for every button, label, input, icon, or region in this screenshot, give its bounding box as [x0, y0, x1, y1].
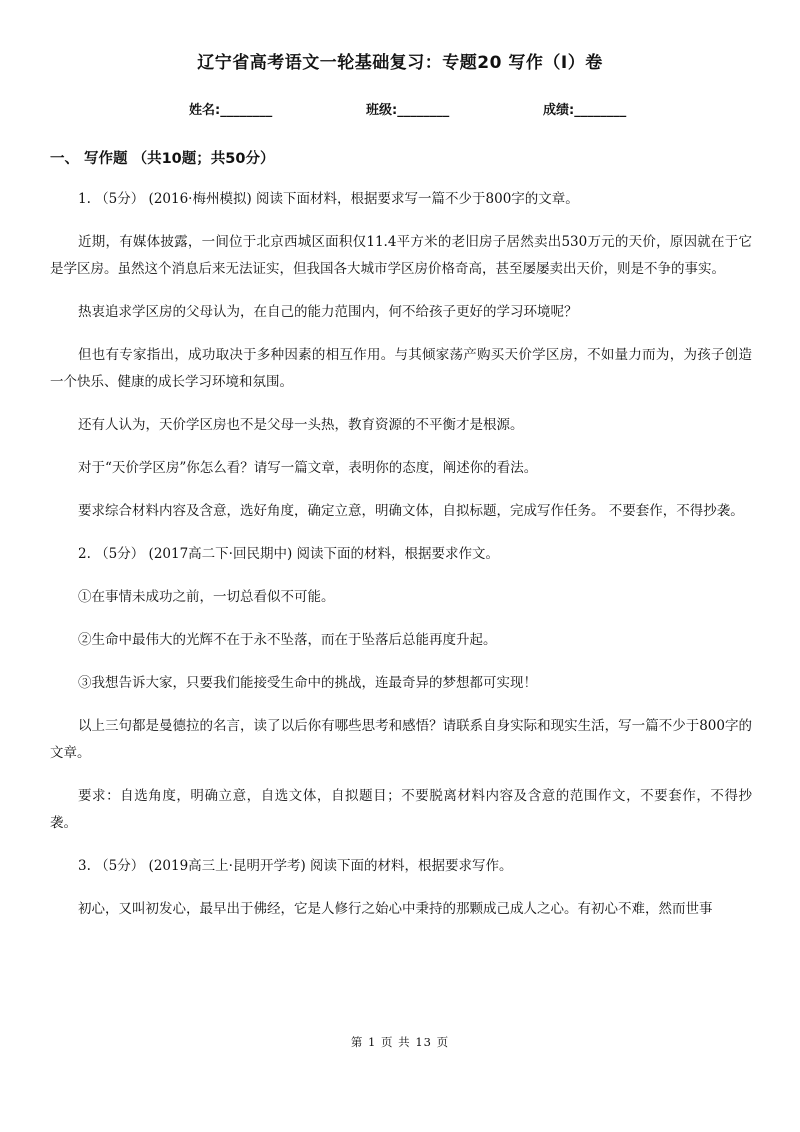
section-heading: 一、 写作题 （共10题；共50分）	[50, 151, 275, 167]
question-1-paragraph: 对于“天价学区房”你怎么看？请写一篇文章，表明你的态度，阐述你的看法。	[78, 460, 538, 476]
question-list	[50, 186, 752, 939]
question-1-paragraph: 但也有专家指出，成功取决于多种因素的相互作用。与其倾家荡产购买天价学区房，不如量力而为，为孩子创造一个快乐、健康的成长学习环境和氛围。	[50, 347, 752, 390]
student-info-row	[0, 99, 800, 119]
question-1-paragraph: 热衷追求学区房的父母认为，在自己的能力范围内，何不给孩子更好的学习环境呢？	[78, 304, 578, 320]
question-1-paragraph: 近期，有媒体披露，一间位于北京西城区面积仅11.4平方米的老旧房子居然卖出530万元的天价，原因就在于它是学区房。虽然这个消息后来无法证实，但我国各大城市学区房价格奇高，甚至屡屡卖出天价，则是不争的事实。	[50, 234, 752, 277]
question-2-quote: ①在事情未成功之前，一切总看似不可能。	[78, 589, 335, 605]
question-3-header: 3. （5分） (2019高三上·昆明开学考) 阅读下面的材料，根据要求写作。	[78, 858, 513, 874]
question-1-requirement: 要求综合材料内容及含意，选好角度，确定立意，明确文体，自拟标题，完成写作任务。 不要套作，不得抄袭。	[78, 503, 744, 519]
document-title: 辽宁省高考语文一轮基础复习：专题20 写作（I）卷	[197, 53, 603, 73]
page-footer: 第 1 页 共 13 页	[350, 1035, 450, 1049]
question-2-header: 2. （5分） (2017高二下·回民期中) 阅读下面的材料，根据要求作文。	[78, 546, 500, 562]
question-2-paragraph: 以上三句都是曼德拉的名言，读了以后你有哪些思考和感悟？请联系自身实际和现实生活，写一篇不少于800字的文章。	[50, 718, 752, 761]
question-1-header: 1. （5分） (2016·梅州模拟) 阅读下面材料，根据要求写一篇不少于800字的文章。	[78, 191, 579, 207]
question-3-paragraph: 初心，又叫初发心，最早出于佛经，它是人修行之始心中秉持的那颗成己成人之心。有初心不难，然而世事	[78, 901, 713, 917]
question-2-requirement: 要求：自选角度，明确立意，自选文体，自拟题目；不要脱离材料内容及含意的范围作文，不要套作，不得抄袭。	[50, 788, 752, 831]
class-field: 班级:________	[366, 103, 450, 118]
question-2-quote: ③我想告诉大家，只要我们能接受生命中的挑战，连最奇异的梦想都可实现！	[78, 675, 537, 691]
name-field: 姓名:________	[189, 103, 273, 118]
question-2-quote: ②生命中最伟大的光辉不在于永不坠落，而在于坠落后总能再度升起。	[78, 632, 497, 648]
score-field: 成绩:________	[543, 103, 627, 118]
question-1-paragraph: 还有人认为，天价学区房也不是父母一头热，教育资源的不平衡才是根源。	[78, 417, 524, 433]
